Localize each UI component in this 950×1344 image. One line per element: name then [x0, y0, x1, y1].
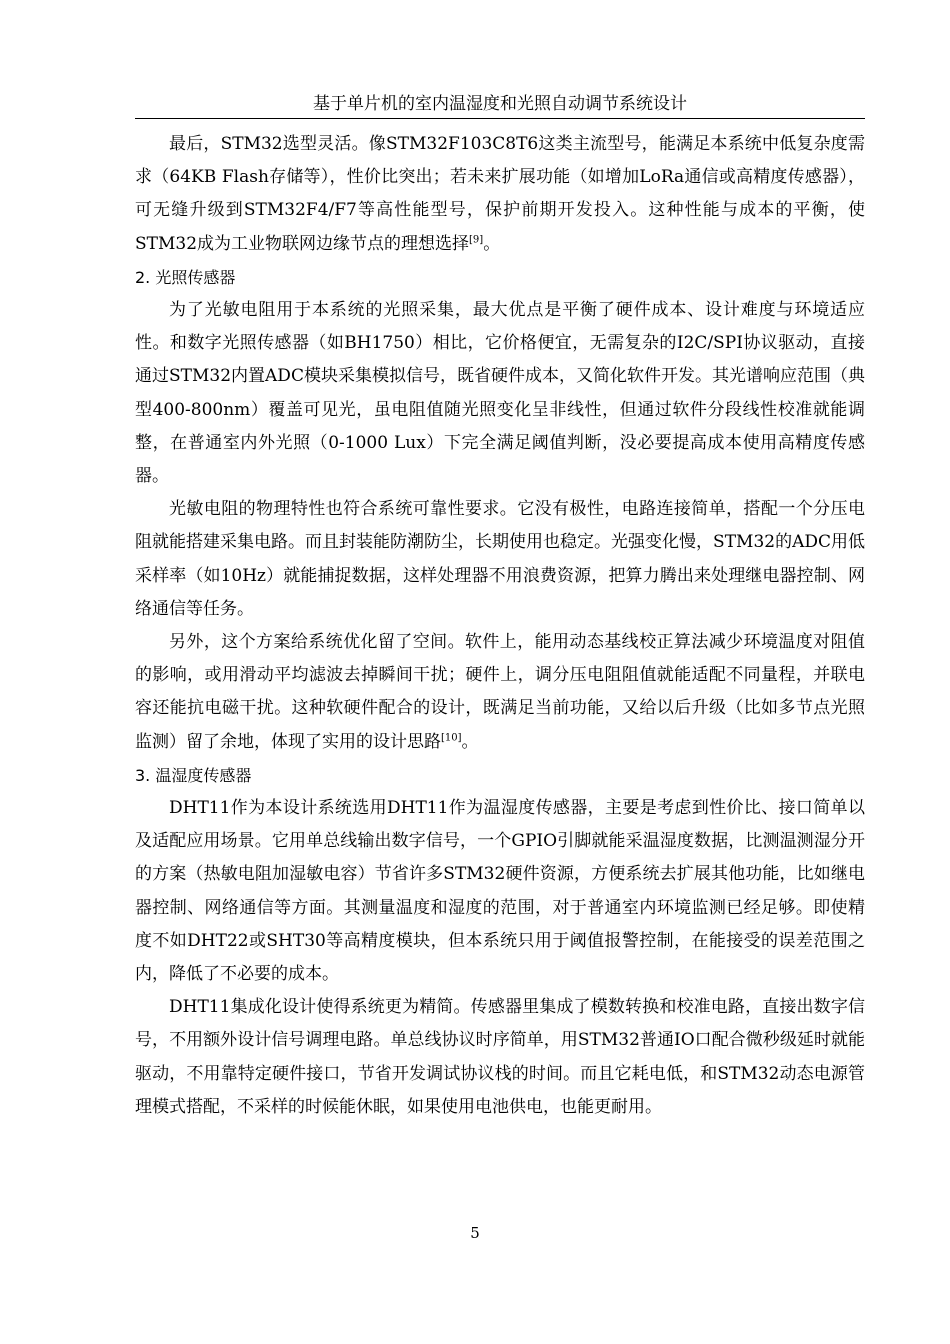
citation-9: [9]	[469, 233, 484, 245]
body-text	[135, 128, 865, 1124]
paragraph-photoresistor-physics: 光敏电阻的物理特性也符合系统可靠性要求。它没有极性，电路连接简单，搭配一个分压电阻就能搭建采集电路。而且封装能防潮防尘，长期使用也稳定。光强变化慢，STM32的ADC用低采样率（如10Hz）就能捕捉数据，这样处理器不用浪费资源，把算力腾出来处理继电器控制、网络通信等任务。	[135, 499, 865, 619]
page-header	[135, 92, 865, 119]
paragraph-end: 。	[461, 731, 479, 752]
paragraph-dht11-selection: DHT11作为本设计系统选用DHT11作为温湿度传感器，主要是考虑到性价比、接口简单以及适配应用场景。它用单总线输出数字信号，一个GPIO引脚就能采温湿度数据，比测温测湿分开的方案（热敏电阻加湿敏电容）节省许多STM32硬件资源，方便系统去扩展其他功能，比如继电器控制、网络通信等方面。其测量温度和湿度的范围，对于普通室内环境监测已经足够。即使精度不如DHT22或SHT30等高精度模块，但本系统只用于阈值报警控制，在能接受的误差范围之内，降低了不必要的成本。	[135, 798, 865, 985]
paragraph-stm32-flexibility	[135, 128, 865, 261]
citation-10: [10]	[441, 732, 462, 743]
paragraph-photoresistor-advantage: 为了光敏电阻用于本系统的光照采集，最大优点是平衡了硬件成本、设计难度与环境适应性。和数字光照传感器（如BH1750）相比，它价格便宜，无需复杂的I2C/SPI协议驱动，直接通过STM32内置ADC模块采集模拟信号，既省硬件成本，又简化软件开发。其光谱响应范围（典型400-800nm）覆盖可见光，虽电阻值随光照变化呈非线性，但通过软件分段线性校准就能调整，在普通室内外光照（0-1000 Lux）下完全满足阈值判断，没必要提高成本使用高精度传感器。	[135, 300, 865, 487]
header-title: 基于单片机的室内温湿度和光照自动调节系统设计	[313, 94, 687, 114]
paragraph-text: 另外，这个方案给系统优化留了空间。软件上，能用动态基线校正算法减少环境温度对阻值的影响，或用滑动平均滤波去掉瞬间干扰；硬件上，调分压电阻阻值就能适配不同量程，并联电容还能抗电磁干扰。这种软硬件配合的设计，既满足当前功能，又给以后升级（比如多节点光照监测）留了余地，体现了实用的设计思路	[135, 632, 865, 752]
paragraph-optimization-space	[135, 626, 865, 759]
section-heading-temp-humidity-sensor: 3. 温湿度传感器	[135, 765, 252, 785]
page-number: 5	[470, 1224, 480, 1242]
section-heading-light-sensor: 2. 光照传感器	[135, 267, 236, 287]
paragraph-end: 。	[483, 233, 501, 254]
paragraph-text: 最后，STM32选型灵活。像STM32F103C8T6这类主流型号，能满足本系统中低复杂度需求（64KB Flash存储等），性价比突出；若未来扩展功能（如增加LoRa通信或高精度传感器），可无缝升级到STM32F4/F7等高性能型号，保护前期开发投入。这种性能与成本的平衡，使STM32成为工业物联网边缘节点的理想选择	[135, 134, 865, 254]
paragraph-dht11-integration: DHT11集成化设计使得系统更为精简。传感器里集成了模数转换和校准电路，直接出数字信号，不用额外设计信号调理电路。单总线协议时序简单，用STM32普通IO口配合微秒级延时就能驱动，不用靠特定硬件接口，节省开发调试协议栈的时间。而且它耗电低，和STM32动态电源管理模式搭配，不采样的时候能休眠，如果使用电池供电，也能更耐用。	[135, 997, 865, 1117]
